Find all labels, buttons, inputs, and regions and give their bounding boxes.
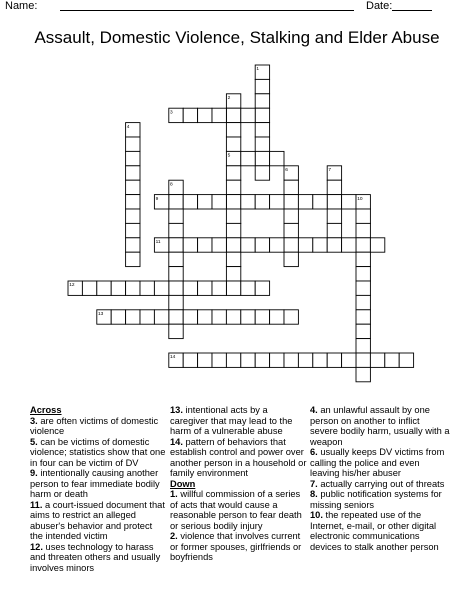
grid-cell[interactable]	[270, 238, 284, 252]
grid-cell[interactable]	[270, 195, 284, 209]
grid-cell[interactable]	[183, 195, 197, 209]
clue-number: 1	[256, 67, 260, 73]
clue-text: actually carrying out of threats	[317, 478, 445, 489]
grid-cell[interactable]	[198, 108, 212, 122]
clue-number: 6.	[310, 447, 318, 457]
grid-cell[interactable]	[226, 108, 240, 122]
grid-cell[interactable]	[255, 108, 269, 122]
across-clue	[30, 416, 167, 437]
grid-cell[interactable]	[356, 209, 370, 223]
grid-cell[interactable]	[126, 151, 140, 165]
clues-column-2	[170, 405, 308, 563]
grid-cell[interactable]	[255, 94, 269, 108]
clue-number: 7	[328, 168, 332, 173]
clue-number: 11	[155, 240, 161, 245]
clue-text: intentionally causing another person to fear immediate bodily harm or death	[30, 468, 160, 499]
grid-cell[interactable]	[226, 353, 240, 367]
clue-number: 6	[285, 168, 288, 173]
grid-cell[interactable]	[327, 180, 341, 194]
grid-cell[interactable]	[169, 267, 183, 281]
clue-number: 12	[69, 283, 75, 289]
grid-cell[interactable]	[126, 310, 140, 324]
grid-cell[interactable]	[241, 151, 255, 165]
clue-text: uses technology to harass and threaten others and usually involves minors	[30, 541, 161, 573]
grid-cell[interactable]	[270, 151, 284, 165]
grid-cell[interactable]	[356, 252, 370, 266]
grid-cell[interactable]	[241, 238, 255, 252]
grid-cell[interactable]	[140, 281, 154, 295]
grid-cell[interactable]	[126, 223, 140, 237]
grid-cell[interactable]	[198, 310, 212, 324]
grid-cell[interactable]	[226, 209, 240, 223]
grid-cell[interactable]	[284, 209, 298, 223]
grid-cell[interactable]	[226, 123, 240, 137]
grid-cell[interactable]	[169, 209, 183, 223]
clue-number: 3.	[30, 415, 38, 426]
name-label: Name:	[5, 0, 38, 12]
grid-cell[interactable]	[313, 353, 327, 367]
down-clue	[170, 489, 308, 531]
clue-number: 9	[155, 196, 159, 202]
grid-cell[interactable]	[356, 310, 370, 324]
grid-cell[interactable]	[255, 353, 269, 367]
grid-cell[interactable]	[111, 281, 125, 295]
grid-cell[interactable]	[356, 353, 370, 367]
across-heading: Across	[30, 405, 62, 415]
across-clue	[170, 437, 308, 479]
grid-cell[interactable]	[241, 281, 255, 295]
grid-cell[interactable]	[226, 238, 240, 252]
grid-cell[interactable]	[226, 166, 240, 180]
grid-cell[interactable]	[183, 108, 197, 122]
grid-cell[interactable]	[97, 281, 111, 295]
grid-cell[interactable]	[342, 195, 356, 209]
clues-column-1	[30, 405, 167, 573]
grid-cell[interactable]	[169, 310, 183, 324]
grid-cell[interactable]	[126, 195, 140, 209]
grid-cell[interactable]	[183, 310, 197, 324]
down-clue	[310, 405, 450, 447]
grid-cell[interactable]	[169, 195, 183, 209]
clue-text: public notification systems for missing seniors	[310, 489, 442, 510]
clues-column-3	[310, 405, 450, 552]
grid-cell[interactable]	[284, 252, 298, 266]
grid-cell[interactable]	[198, 281, 212, 295]
grid-cell[interactable]	[356, 324, 370, 338]
grid-cell[interactable]	[82, 281, 96, 295]
clue-text: can be victims of domestic violence; statistics show that one in four can be victim of DV	[30, 436, 166, 468]
grid-cell[interactable]	[356, 339, 370, 353]
grid-cell[interactable]	[385, 353, 399, 367]
grid-cell[interactable]	[198, 195, 212, 209]
clue-number: 4.	[310, 405, 318, 415]
grid-cell[interactable]	[226, 180, 240, 194]
down-clue	[310, 489, 450, 510]
grid-cell[interactable]	[198, 353, 212, 367]
grid-cell[interactable]	[255, 166, 269, 180]
grid-cell[interactable]	[327, 209, 341, 223]
grid-cell[interactable]	[255, 281, 269, 295]
grid-cell[interactable]	[284, 238, 298, 252]
grid-cell[interactable]	[327, 238, 341, 252]
grid-cell[interactable]	[154, 310, 168, 324]
grid-cell[interactable]	[255, 79, 269, 93]
grid-cell[interactable]	[226, 195, 240, 209]
grid-cell[interactable]	[212, 108, 226, 122]
grid-cell[interactable]	[126, 281, 140, 295]
clue-text: usually keeps DV victims from calling the police and even leaving his/her abuser	[310, 447, 445, 478]
grid-cell[interactable]	[226, 252, 240, 266]
grid-cell[interactable]	[212, 238, 226, 252]
grid-cell[interactable]	[183, 353, 197, 367]
clue-number: 9.	[30, 468, 38, 478]
grid-cell[interactable]	[154, 281, 168, 295]
grid-cell[interactable]	[356, 267, 370, 281]
grid-cell[interactable]	[111, 310, 125, 324]
grid-cell[interactable]	[183, 281, 197, 295]
across-clue	[30, 437, 167, 469]
down-clue	[310, 447, 450, 479]
grid-cell[interactable]	[126, 180, 140, 194]
grid-cell[interactable]	[126, 137, 140, 151]
date-label: Date:	[366, 0, 393, 12]
grid-cell[interactable]	[327, 195, 341, 209]
grid-cell[interactable]	[356, 295, 370, 309]
down-heading: Down	[170, 478, 196, 489]
grid-cell[interactable]	[169, 295, 183, 309]
grid-cell[interactable]	[212, 281, 226, 295]
clue-number: 2.	[170, 531, 178, 541]
grid-cell[interactable]	[226, 281, 240, 295]
across-clue	[30, 468, 167, 500]
grid-cell[interactable]	[255, 310, 269, 324]
grid-cell[interactable]	[241, 353, 255, 367]
grid-cell[interactable]	[226, 267, 240, 281]
clue-number: 5.	[30, 436, 38, 447]
grid-cell[interactable]	[212, 353, 226, 367]
grid-cell[interactable]	[241, 108, 255, 122]
down-clue	[310, 510, 450, 552]
grid-cell[interactable]	[270, 310, 284, 324]
grid-cell[interactable]	[342, 238, 356, 252]
clue-text: a court-issued document that aims to restrict an alleged abuser's behavior and protect the intended victim	[30, 499, 165, 541]
grid-cell[interactable]	[298, 195, 312, 209]
grid-cell[interactable]	[284, 310, 298, 324]
grid-cell[interactable]	[255, 238, 269, 252]
grid-cell[interactable]	[126, 238, 140, 252]
grid-cell[interactable]	[370, 238, 384, 252]
grid-cell[interactable]	[198, 238, 212, 252]
grid-cell[interactable]	[298, 238, 312, 252]
grid-cell[interactable]	[169, 252, 183, 266]
clue-text: are often victims of domestic violence	[30, 415, 159, 436]
grid-cell[interactable]	[169, 223, 183, 237]
grid-cell[interactable]	[342, 353, 356, 367]
clue-number: 14.	[170, 436, 183, 447]
clue-number: 10	[357, 196, 363, 202]
grid-cell[interactable]	[255, 123, 269, 137]
grid-cell[interactable]	[241, 195, 255, 209]
grid-cell[interactable]	[284, 353, 298, 367]
clue-number: 13	[98, 312, 104, 317]
grid-cell[interactable]	[226, 310, 240, 324]
clue-text: violence that involves current or former spouses, girlfriends or boyfriends	[170, 531, 302, 562]
clue-number: 5	[227, 153, 231, 159]
grid-cell[interactable]	[140, 310, 154, 324]
grid-cell[interactable]	[356, 281, 370, 295]
grid-cell[interactable]	[126, 209, 140, 223]
grid-cell[interactable]	[183, 238, 197, 252]
clue-number: 4	[126, 124, 130, 130]
grid-cell[interactable]	[255, 137, 269, 151]
clue-number: 13.	[170, 405, 183, 415]
grid-cell[interactable]	[370, 353, 384, 367]
grid-cell[interactable]	[169, 281, 183, 295]
clue-text: willful commission of a series of acts that would cause a reasonable person to fear death or serious bodily injury	[170, 489, 302, 531]
clue-number: 8.	[310, 489, 318, 499]
grid-cell[interactable]	[399, 353, 413, 367]
grid-cell[interactable]	[255, 195, 269, 209]
grid-cell[interactable]	[126, 252, 140, 266]
grid-cell[interactable]	[226, 137, 240, 151]
grid-cell[interactable]	[255, 151, 269, 165]
grid-cell[interactable]	[284, 195, 298, 209]
grid-cell[interactable]	[241, 310, 255, 324]
clue-number: 11.	[30, 499, 43, 510]
across-clue	[30, 500, 167, 542]
down-clue	[170, 531, 308, 563]
clue-number: 7.	[310, 478, 318, 489]
clue-number: 2	[227, 96, 231, 101]
grid-cell[interactable]	[126, 166, 140, 180]
page-title: Assault, Domestic Violence, Stalking and Elder Abuse	[34, 28, 440, 47]
down-clue	[310, 479, 450, 490]
clue-number: 10.	[310, 510, 323, 520]
clue-text: intentional acts by a caregiver that may lead to the harm of a vulnerable abuse	[170, 405, 293, 436]
clue-number: 3	[170, 110, 173, 116]
grid-cell[interactable]	[327, 353, 341, 367]
grid-cell[interactable]	[226, 223, 240, 237]
grid-cell[interactable]	[356, 367, 370, 381]
clue-number: 14	[170, 355, 176, 361]
clue-text: the repeated use of the Internet, e-mail, or other digital electronic communications devices to stalk another person	[310, 510, 439, 552]
grid-cell[interactable]	[284, 223, 298, 237]
grid-cell[interactable]	[356, 223, 370, 237]
grid-cell[interactable]	[169, 238, 183, 252]
across-clue	[170, 405, 308, 437]
clue-number: 8	[170, 182, 173, 188]
grid-cell[interactable]	[298, 353, 312, 367]
grid-cell[interactable]	[284, 180, 298, 194]
grid-cell[interactable]	[313, 238, 327, 252]
clue-number: 12.	[30, 541, 43, 552]
clue-text: pattern of behaviors that establish control and power over another person in a household or family environment	[170, 436, 307, 478]
grid-cell[interactable]	[270, 353, 284, 367]
grid-cell[interactable]	[313, 195, 327, 209]
across-clue	[30, 542, 167, 574]
clue-text: an unlawful assault by one person on another to inflict severe bodily harm, usually with a weapon	[310, 405, 450, 447]
grid-cell[interactable]	[356, 238, 370, 252]
grid-cell[interactable]	[327, 223, 341, 237]
grid-cell[interactable]	[212, 310, 226, 324]
grid-cell[interactable]	[169, 324, 183, 338]
clue-number: 1.	[170, 489, 178, 499]
grid-cell[interactable]	[212, 195, 226, 209]
